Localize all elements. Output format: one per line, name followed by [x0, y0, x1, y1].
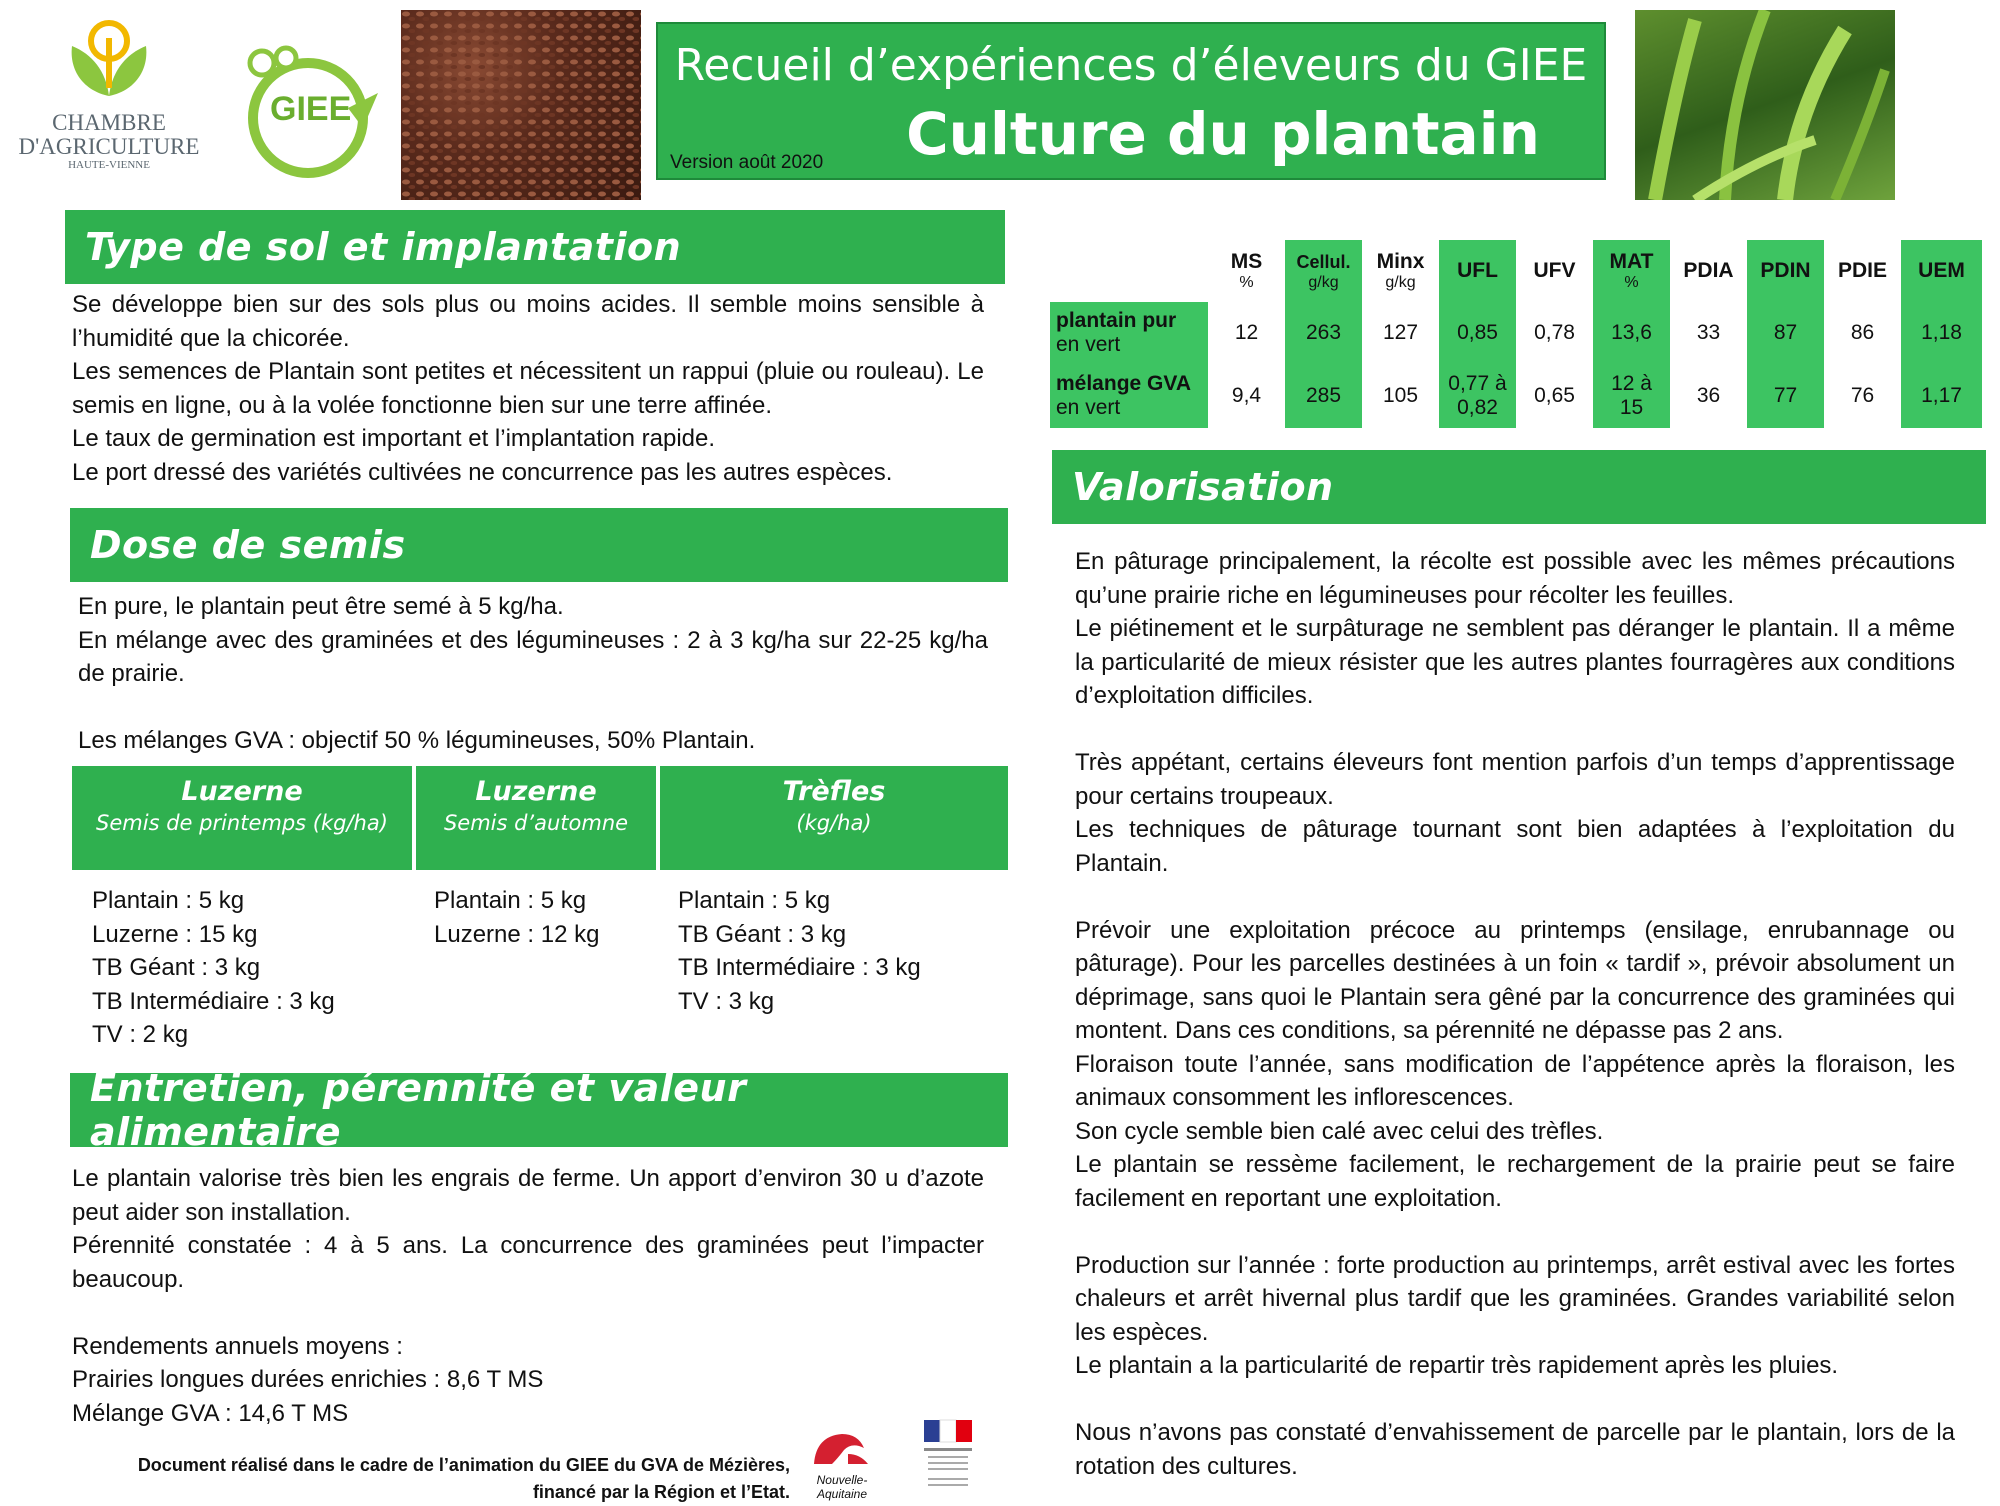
- col-header-pdie: PDIE: [1837, 259, 1887, 282]
- nutrition-row-plantain: [1050, 302, 1982, 364]
- mix-header-trefles: [660, 766, 1008, 870]
- header-banner: [656, 22, 1606, 180]
- table-cell: 1,18: [1901, 302, 1982, 364]
- sol-paragraph: Le port dressé des variétés cultivées ne concurrence pas les autres espèces.: [72, 458, 893, 486]
- valorisation-paragraph: Production sur l’année : forte production au printemps, arrêt estival avec les fortes chaleurs et arrêt hivernal plus tardif que les graminées. Grandes variabilité selon les espèces.: [1075, 1251, 1955, 1346]
- table-cell: 12: [1234, 321, 1259, 344]
- valorisation-paragraph: Son cycle semble bien calé avec celui des trèfles.: [1075, 1117, 1604, 1145]
- entretien-text: [72, 1162, 984, 1430]
- table-cell: 285: [1285, 364, 1362, 428]
- table-cell: 0,85: [1439, 302, 1516, 364]
- mix-item: Plantain : 5 kg: [92, 887, 245, 914]
- table-cell: 12 à 15: [1593, 364, 1670, 428]
- col-header-mat: MAT %: [1593, 240, 1670, 302]
- row-label: mélange GVA en vert: [1050, 364, 1208, 428]
- paragraph-gap: [1075, 1215, 1955, 1249]
- page-title: Culture du plantain: [906, 100, 1540, 168]
- mix-header-title: Luzerne: [181, 776, 303, 807]
- table-cell: 9,4: [1231, 384, 1262, 407]
- sol-paragraph: Le taux de germination est important et l’implantation rapide.: [72, 425, 716, 452]
- paragraph-gap: [72, 1296, 984, 1330]
- col-header-uem: UEM: [1901, 240, 1982, 302]
- mix-list-luzerne-printemps: [92, 884, 335, 1052]
- org-name: CHAMBRE D'AGRICULTURE: [18, 110, 200, 159]
- mix-item: TV : 2 kg: [92, 1021, 189, 1048]
- valorisation-paragraph: Nous n’avons pas constaté d’envahissement de parcelle par le plantain, lors de la rotation des cultures.: [1075, 1419, 1955, 1480]
- nutrition-table: [1050, 240, 1982, 428]
- mix-item: TB Intermédiaire : 3 kg: [92, 987, 335, 1015]
- col-header-ms: MS %: [1230, 250, 1263, 291]
- mix-header-luzerne-automne: [416, 766, 656, 870]
- mix-list-trefles: [678, 884, 921, 1018]
- section-title-entretien: Entretien, pérennité et valeur alimentaire: [70, 1073, 1008, 1147]
- table-cell: 87: [1747, 302, 1824, 364]
- table-cell: 263: [1285, 302, 1362, 364]
- org-region: HAUTE-VIENNE: [68, 159, 150, 171]
- table-cell: 0,65: [1534, 384, 1575, 407]
- col-header-pdia: PDIA: [1683, 259, 1734, 282]
- sol-text: [72, 288, 984, 489]
- seeds-texture: [401, 10, 641, 200]
- valorisation-paragraph: Prévoir une exploitation précoce au printemps (ensilage, enrubannage ou pâturage). Pour les parcelles destinées à un foin « tardif », prévoir absolument un déprimage, sans quoi le Plantain sera gêné par la concurrence des graminées qui montent. Dans ces conditions, sa pérennité ne dépasse pas 2 ans.: [1075, 916, 1955, 1044]
- version-label: Version août 2020: [670, 152, 824, 173]
- sol-paragraph: Se développe bien sur des sols plus ou moins acides. Il semble moins sensible à l’humidité que la chicorée.: [72, 291, 984, 352]
- valorisation-paragraph: Le piétinement et le surpâturage ne semblent pas déranger le plantain. Il a même la particularité de mieux résister que les autres plantes fourragères aux conditions d’exploitation difficiles.: [1075, 615, 1955, 709]
- col-header-ufl: UFL: [1439, 240, 1516, 302]
- sol-paragraph: Les semences de Plantain sont petites et nécessitent un rappui (pluie ou rouleau). Le semis en ligne, ou à la volée fonctionne bien sur une terre affinée.: [72, 358, 984, 419]
- region-logo-line-2: Aquitaine: [816, 1487, 868, 1501]
- table-cell: 105: [1382, 384, 1419, 407]
- republique-francaise-icon: [918, 1418, 978, 1498]
- col-header-minx: Minx g/kg: [1376, 250, 1425, 291]
- footer-line-1: Document réalisé dans le cadre de l’animation du GIEE du GVA de Mézières,: [137, 1455, 790, 1475]
- paragraph-gap: [1075, 713, 1955, 747]
- valorisation-paragraph: Floraison toute l’année, sans modification de l’appétence après la floraison, les animaux consomment les inflorescences.: [1075, 1050, 1955, 1111]
- footer-credit: [60, 1452, 790, 1506]
- mix-header-subtitle: Semis d’automne: [443, 811, 629, 835]
- mix-item: Luzerne : 12 kg: [434, 920, 600, 948]
- nouvelle-aquitaine-logo: [802, 1428, 882, 1500]
- seeds-photo: [401, 10, 641, 200]
- section-title-sol: Type de sol et implantation: [65, 210, 1005, 284]
- entretien-paragraph: Rendements annuels moyens :: [72, 1332, 403, 1360]
- entretien-paragraph: Mélange GVA : 14,6 T MS: [72, 1399, 349, 1427]
- table-cell: 1,17: [1901, 364, 1982, 428]
- mix-note: Les mélanges GVA : objectif 50 % légumineuses, 50% Plantain.: [78, 727, 756, 754]
- nutrition-row-melange: [1050, 364, 1982, 428]
- col-header-pdin: PDIN: [1747, 240, 1824, 302]
- region-logo-line-1: Nouvelle-: [816, 1473, 868, 1487]
- mix-header-title: Luzerne: [475, 776, 597, 807]
- table-cell: 76: [1850, 384, 1875, 407]
- valorisation-paragraph: Les techniques de pâturage tournant sont bien adaptées à l’exploitation du Plantain.: [1075, 816, 1955, 877]
- mix-header-title: Trèfles: [782, 776, 886, 807]
- entretien-paragraph: Prairies longues durées enrichies : 8,6 T MS: [72, 1366, 544, 1393]
- mix-item: TB Géant : 3 kg: [678, 920, 847, 948]
- table-cell: 77: [1747, 364, 1824, 428]
- leaf-logo-icon: [14, 16, 204, 106]
- dose-text: [78, 590, 988, 691]
- mix-item: TB Intermédiaire : 3 kg: [678, 954, 921, 981]
- valorisation-paragraph: Le plantain se ressème facilement, le rechargement de la prairie peut se faire facilement en reportant une exploitation.: [1075, 1151, 1955, 1212]
- footer-line-2: financé par la Région et l’Etat.: [532, 1482, 790, 1502]
- valorisation-paragraph: En pâturage principalement, la récolte est possible avec les mêmes précautions qu’une prairie riche en légumineuses pour récolter les feuilles.: [1075, 548, 1955, 609]
- dose-paragraph: En mélange avec des graminées et des légumineuses : 2 à 3 kg/ha sur 22-25 kg/ha de prairie.: [78, 626, 988, 687]
- ministere-agriculture-logo: [918, 1418, 978, 1498]
- lion-icon: [802, 1428, 882, 1468]
- header-subtitle: Recueil d’expériences d’éleveurs du GIEE: [674, 40, 1588, 91]
- entretien-paragraph: Pérennité constatée : 4 à 5 ans. La concurrence des graminées peut l’impacter beaucoup.: [72, 1232, 984, 1293]
- table-cell: 13,6: [1593, 302, 1670, 364]
- table-cell: 86: [1850, 321, 1875, 344]
- table-cell: 36: [1696, 384, 1721, 407]
- mix-list-luzerne-automne: [434, 884, 599, 951]
- table-cell: 33: [1696, 321, 1721, 344]
- mix-item: TV : 3 kg: [678, 987, 775, 1015]
- mix-header-luzerne-printemps: [72, 766, 412, 870]
- table-cell: 0,78: [1534, 321, 1575, 344]
- row-label: plantain pur en vert: [1050, 302, 1208, 364]
- chambre-agriculture-logo: [14, 16, 204, 171]
- mix-header-subtitle: Semis de printemps (kg/ha): [96, 811, 388, 835]
- plantain-photo: [1635, 10, 1895, 200]
- mix-header-subtitle: (kg/ha): [796, 811, 872, 835]
- plantain-leaves: [1635, 10, 1895, 200]
- valorisation-paragraph: Très appétant, certains éleveurs font mention parfois d’un temps d’apprentissage pour certains troupeaux.: [1075, 749, 1955, 810]
- nutrition-header-row: [1050, 240, 1982, 302]
- giee-logo-text: GIEE: [270, 90, 352, 128]
- header-corner: [1050, 240, 1208, 302]
- paragraph-gap: [1075, 1383, 1955, 1417]
- paragraph-gap: [1075, 880, 1955, 914]
- mix-item: Plantain : 5 kg: [678, 887, 831, 914]
- section-title-dose: Dose de semis: [70, 508, 1008, 582]
- mix-item: Plantain : 5 kg: [434, 887, 587, 914]
- table-cell: 0,77 à 0,82: [1439, 364, 1516, 428]
- table-cell: 127: [1382, 321, 1419, 344]
- entretien-paragraph: Le plantain valorise très bien les engrais de ferme. Un apport d’environ 30 u d’azote peut aider son installation.: [72, 1165, 984, 1226]
- giee-logo: [228, 38, 386, 178]
- mix-item: TB Géant : 3 kg: [92, 954, 261, 981]
- valorisation-paragraph: Le plantain a la particularité de repartir très rapidement après les pluies.: [1075, 1352, 1839, 1379]
- section-title-valorisation: Valorisation: [1052, 450, 1986, 524]
- dose-paragraph: En pure, le plantain peut être semé à 5 kg/ha.: [78, 593, 564, 620]
- valorisation-text: [1075, 545, 1955, 1483]
- mix-item: Luzerne : 15 kg: [92, 920, 258, 948]
- col-header-ufv: UFV: [1533, 259, 1576, 282]
- col-header-cellul: Cellul. g/kg: [1285, 240, 1362, 302]
